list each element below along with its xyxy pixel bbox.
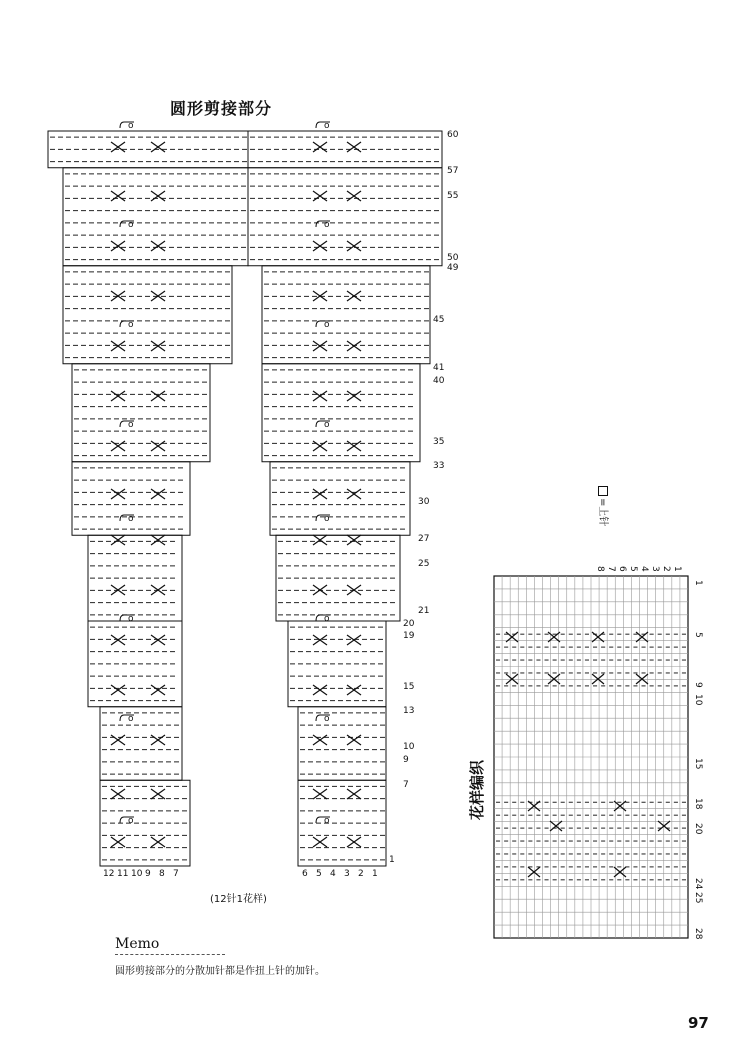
row-number: 45	[433, 315, 445, 325]
pattern-row-number: 18	[693, 798, 703, 810]
twist-o-icon: o	[128, 220, 134, 230]
pattern-chart-title: 花样编织	[468, 759, 486, 820]
twist-o-icon: o	[324, 420, 330, 430]
repeat-note: (12针1花样)	[210, 894, 267, 905]
pattern-row-number: 25	[693, 892, 703, 904]
stitch-number: 7	[173, 869, 179, 879]
pattern-chart	[494, 576, 688, 938]
row-number: 10	[403, 742, 415, 752]
pattern-stitch-number: 8	[595, 566, 605, 572]
row-number: 55	[447, 191, 459, 201]
stitch-number: 8	[159, 869, 165, 879]
legend	[596, 486, 616, 576]
stitch-number: 5	[316, 869, 322, 879]
row-number: 57	[447, 166, 459, 176]
row-number: 19	[403, 631, 415, 641]
yoke-right-step	[298, 707, 386, 781]
row-number: 21	[418, 606, 430, 616]
stitch-number: 11	[117, 869, 129, 879]
twist-o-icon: o	[324, 220, 330, 230]
pattern-row-number: 9	[693, 682, 703, 688]
yoke-left-step	[63, 168, 248, 266]
stitch-number: 9	[145, 869, 151, 879]
yoke-right-step	[248, 168, 442, 266]
row-number: 27	[418, 534, 430, 544]
yoke-left-step	[72, 364, 210, 462]
row-number: 20	[403, 619, 415, 629]
stitch-number: 10	[131, 869, 143, 879]
row-number: 40	[433, 376, 445, 386]
row-number: 30	[418, 497, 430, 507]
memo-body: 圆形剪接部分的分散加针都是作扭上针的加针。	[115, 966, 325, 977]
pattern-stitch-number: 2	[661, 566, 671, 572]
purl-box-icon	[598, 486, 608, 496]
pattern-row-number: 24	[693, 878, 703, 890]
yoke-stitch-labels	[103, 869, 378, 879]
row-number: 1	[389, 855, 395, 865]
stitch-number: 12	[103, 869, 115, 879]
yoke-right-step	[262, 266, 430, 364]
stitch-number: 4	[330, 869, 336, 879]
row-number: 7	[403, 780, 409, 790]
memo-title: Memo	[115, 936, 160, 952]
pattern-stitch-number: 7	[606, 566, 616, 572]
row-number: 60	[447, 130, 459, 140]
row-number: 41	[433, 363, 445, 373]
row-number: 25	[418, 559, 430, 569]
stitch-number: 1	[372, 869, 378, 879]
page-number: 97	[688, 1014, 709, 1032]
pattern-stitch-number: 1	[672, 566, 682, 572]
pattern-stitch-number: 5	[628, 566, 638, 572]
stitch-number: 2	[358, 869, 364, 879]
yoke-chart	[48, 121, 445, 866]
twist-o-icon: o	[128, 121, 134, 131]
twist-o-icon: o	[324, 714, 330, 724]
twist-o-icon: o	[324, 816, 330, 826]
cable-marks	[111, 121, 361, 847]
pattern-row-number: 1	[693, 580, 703, 586]
row-number: 50	[447, 253, 459, 263]
legend-text: =上针	[597, 498, 608, 527]
twist-o-icon: o	[324, 514, 330, 524]
twist-o-icon: o	[128, 614, 134, 624]
yoke-row-labels	[389, 130, 459, 865]
pattern-row-number: 28	[693, 928, 703, 940]
twist-o-icon: o	[128, 514, 134, 524]
twist-o-icon: o	[324, 121, 330, 131]
row-number: 9	[403, 755, 409, 765]
twist-o-icon: o	[324, 320, 330, 330]
pattern-row-number: 20	[693, 823, 703, 835]
row-number: 49	[447, 263, 459, 273]
twist-o-icon: o	[128, 420, 134, 430]
pattern-row-number: 5	[693, 632, 703, 638]
stitch-number: 3	[344, 869, 350, 879]
row-number: 13	[403, 706, 415, 716]
yoke-right-step	[270, 462, 410, 536]
yoke-left-step	[72, 462, 190, 536]
row-number: 33	[433, 461, 445, 471]
pattern-labels	[595, 566, 703, 940]
twist-o-icon: o	[128, 320, 134, 330]
row-number: 35	[433, 437, 445, 447]
pattern-stitch-number: 3	[650, 566, 660, 572]
pattern-stitch-number: 4	[639, 566, 649, 572]
yoke-left-step	[63, 266, 232, 364]
twist-o-icon: o	[128, 816, 134, 826]
yoke-right-blocks	[248, 131, 445, 866]
yoke-chart-title: 圆形剪接部分	[170, 99, 273, 118]
stitch-number: 6	[302, 869, 308, 879]
pattern-row-number: 15	[693, 758, 703, 770]
yoke-right-step	[262, 364, 420, 462]
yoke-left-blocks	[48, 131, 248, 866]
twist-o-icon: o	[128, 714, 134, 724]
memo-divider	[115, 954, 225, 955]
pattern-stitch-number: 6	[617, 566, 627, 572]
row-number: 15	[403, 682, 415, 692]
twist-o-icon: o	[324, 614, 330, 624]
pattern-row-number: 10	[693, 694, 703, 706]
